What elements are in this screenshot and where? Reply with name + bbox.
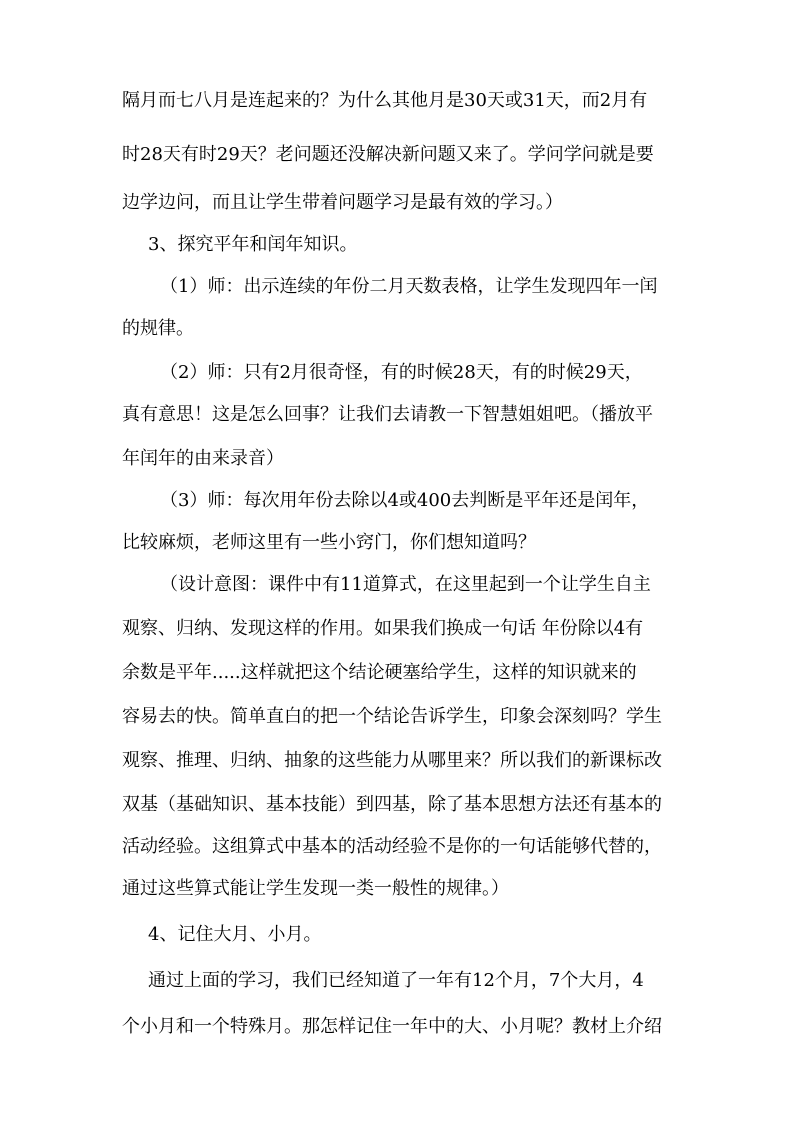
text-line: 容易去的快。简单直白的把一个结论告诉学生，印象会深刻吗？学生 <box>122 706 662 727</box>
section-heading-3: 3、探究平年和闰年知识。 <box>148 234 358 255</box>
text-line: 观察、归纳、发现这样的作用。如果我们换成一句话 年份除以4有 <box>122 618 644 639</box>
text-line: 边学边问，而且让学生带着问题学习是最有效的学习。） <box>122 192 563 213</box>
text-line: 余数是平年.....这样就把这个结论硬塞给学生，这样的知识就来的 <box>122 662 637 683</box>
text-line: 通过上面的学习，我们已经知道了一年有12个月，7个大月，4 <box>148 970 644 991</box>
text-line: 真有意思！这是怎么回事？让我们去请教一下智慧姐姐吧。（播放平 <box>122 404 653 425</box>
text-line: （1）师：出示连续的年份二月天数表格，让学生发现四年一闰 <box>160 276 658 297</box>
text-line: （3）师：每次用年份去除以4或400去判断是平年还是闰年， <box>160 490 650 511</box>
text-line: 双基（基础知识、基本技能）到四基，除了基本思想方法还有基本的 <box>122 794 662 815</box>
text-line: 年闰年的由来录音） <box>122 448 284 469</box>
text-line: 时28天有时29天？老问题还没解决新问题又来了。学问学问就是要 <box>122 144 654 165</box>
text-line: 观察、推理、归纳、抽象的这些能力从哪里来？所以我们的新课标改 <box>122 750 662 771</box>
text-line: 个小月和一个特殊月。那怎样记住一年中的大、小月呢？教材上介绍 <box>122 1016 662 1037</box>
text-line: 的规律。 <box>122 318 194 339</box>
text-line: 隔月而七八月是连起来的？为什么其他月是30天或31天，而2月有 <box>122 90 648 111</box>
text-line: （设计意图：课件中有11道算式，在这里起到一个让学生自主 <box>160 574 651 595</box>
text-line: 比较麻烦，老师这里有一些小窍门，你们想知道吗？ <box>122 532 536 553</box>
text-line: （2）师：只有2月很奇怪，有的时候28天，有的时候29天， <box>160 362 643 383</box>
text-line: 通过这些算式能让学生发现一类一般性的规律。） <box>122 878 509 899</box>
section-heading-4: 4、记住大月、小月。 <box>148 924 322 945</box>
text-line: 活动经验。这组算式中基本的活动经验不是你的一句话能够代替的， <box>122 836 662 857</box>
